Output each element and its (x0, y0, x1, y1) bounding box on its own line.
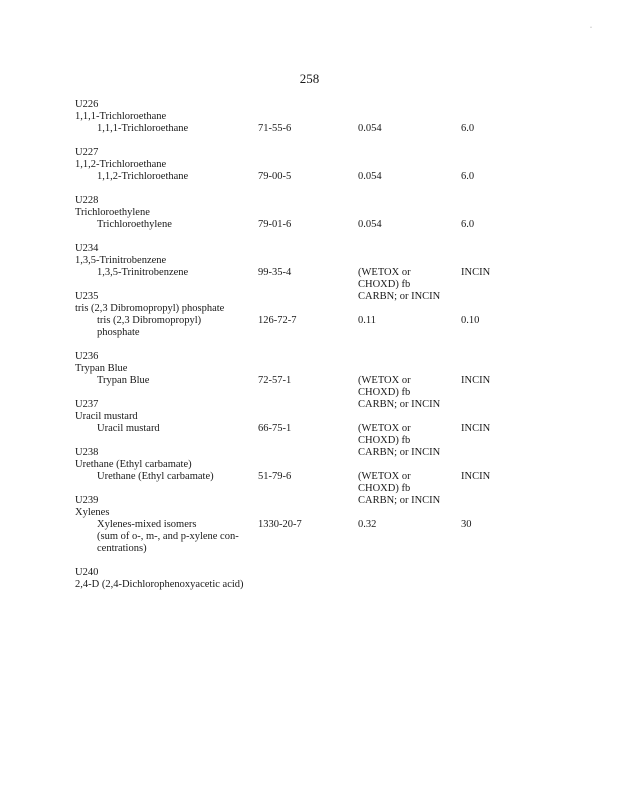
waste-code: U240 (75, 567, 99, 578)
wastewater-standard: 0.054 (358, 171, 382, 182)
cas-number: 79-00-5 (258, 171, 292, 182)
constituent-row (75, 219, 575, 231)
waste-code: U235 (75, 291, 99, 302)
nonwastewater-standard: INCIN (461, 423, 491, 434)
waste-name: 1,3,5-Trinitrobenzene (75, 255, 167, 266)
scan-speck: · (590, 25, 592, 31)
constituent-name: tris (2,3 Dibromopropyl) phosphate (97, 315, 202, 338)
constituent-row (75, 123, 575, 135)
cas-number: 71-55-6 (258, 123, 292, 134)
cas-number: 72-57-1 (258, 375, 292, 386)
waste-code: U238 (75, 447, 99, 458)
waste-name: Xylenes (75, 507, 110, 518)
nonwastewater-standard: 0.10 (461, 315, 480, 326)
waste-entry (75, 147, 575, 183)
wastewater-standard: 0.054 (358, 219, 382, 230)
waste-name: Uracil mustard (75, 411, 138, 422)
constituent-name: Uracil mustard (97, 423, 160, 434)
waste-name: Trichloroethylene (75, 207, 150, 218)
nonwastewater-standard: INCIN (461, 471, 491, 482)
constituent-name: Trichloroethylene (97, 219, 172, 230)
waste-entry (75, 99, 575, 135)
wastewater-standard: (WETOX or CHOXD) fb CARBN; or INCIN (358, 375, 441, 410)
constituent-name: Xylenes-mixed isomers (sum of o-, m-, and p-xylene con- centrations) (97, 519, 239, 554)
waste-code: U237 (75, 399, 99, 410)
constituent-name: 1,1,2-Trichloroethane (97, 171, 189, 182)
waste-code: U227 (75, 147, 99, 158)
waste-name: 1,1,2-Trichloroethane (75, 159, 167, 170)
constituent-row (75, 519, 575, 555)
nonwastewater-standard: 6.0 (461, 171, 475, 182)
waste-entry (75, 195, 575, 231)
cas-number: 99-35-4 (258, 267, 292, 278)
waste-code: U228 (75, 195, 99, 206)
cas-number: 126-72-7 (258, 315, 297, 326)
constituent-name: Urethane (Ethyl carbamate) (97, 471, 214, 482)
cas-number: 51-79-6 (258, 471, 292, 482)
waste-code-list (75, 99, 575, 603)
waste-name: Urethane (Ethyl carbamate) (75, 459, 192, 470)
wastewater-standard: (WETOX or CHOXD) fb CARBN; or INCIN (358, 423, 441, 458)
nonwastewater-standard: INCIN (461, 267, 491, 278)
constituent-name: Trypan Blue (97, 375, 150, 386)
wastewater-standard: (WETOX or CHOXD) fb CARBN; or INCIN (358, 267, 441, 302)
page-number: 258 (299, 71, 320, 86)
wastewater-standard: 0.32 (358, 519, 377, 530)
waste-entry (75, 495, 575, 555)
waste-entry (75, 291, 575, 339)
cas-number: 79-01-6 (258, 219, 292, 230)
waste-name: tris (2,3 Dibromopropyl) phosphate (75, 303, 225, 314)
wastewater-standard: 0.11 (358, 315, 376, 326)
nonwastewater-standard: 30 (461, 519, 472, 530)
nonwastewater-standard: 6.0 (461, 123, 475, 134)
wastewater-standard: 0.054 (358, 123, 382, 134)
wastewater-standard: (WETOX or CHOXD) fb CARBN; or INCIN (358, 471, 441, 506)
nonwastewater-standard: 6.0 (461, 219, 475, 230)
constituent-name: 1,1,1-Trichloroethane (97, 123, 189, 134)
waste-name: Trypan Blue (75, 363, 128, 374)
waste-name: 1,1,1-Trichloroethane (75, 111, 167, 122)
cas-number: 1330-20-7 (258, 519, 302, 530)
constituent-row (75, 171, 575, 183)
waste-name: 2,4-D (2,4-Dichlorophenoxyacetic acid) (75, 579, 244, 590)
constituent-name: 1,3,5-Trinitrobenzene (97, 267, 189, 278)
waste-entry (75, 567, 575, 591)
waste-code: U239 (75, 495, 99, 506)
nonwastewater-standard: INCIN (461, 375, 491, 386)
waste-code: U234 (75, 243, 99, 254)
waste-code: U226 (75, 99, 99, 110)
cas-number: 66-75-1 (258, 423, 292, 434)
waste-code: U236 (75, 351, 99, 362)
constituent-row (75, 315, 575, 339)
